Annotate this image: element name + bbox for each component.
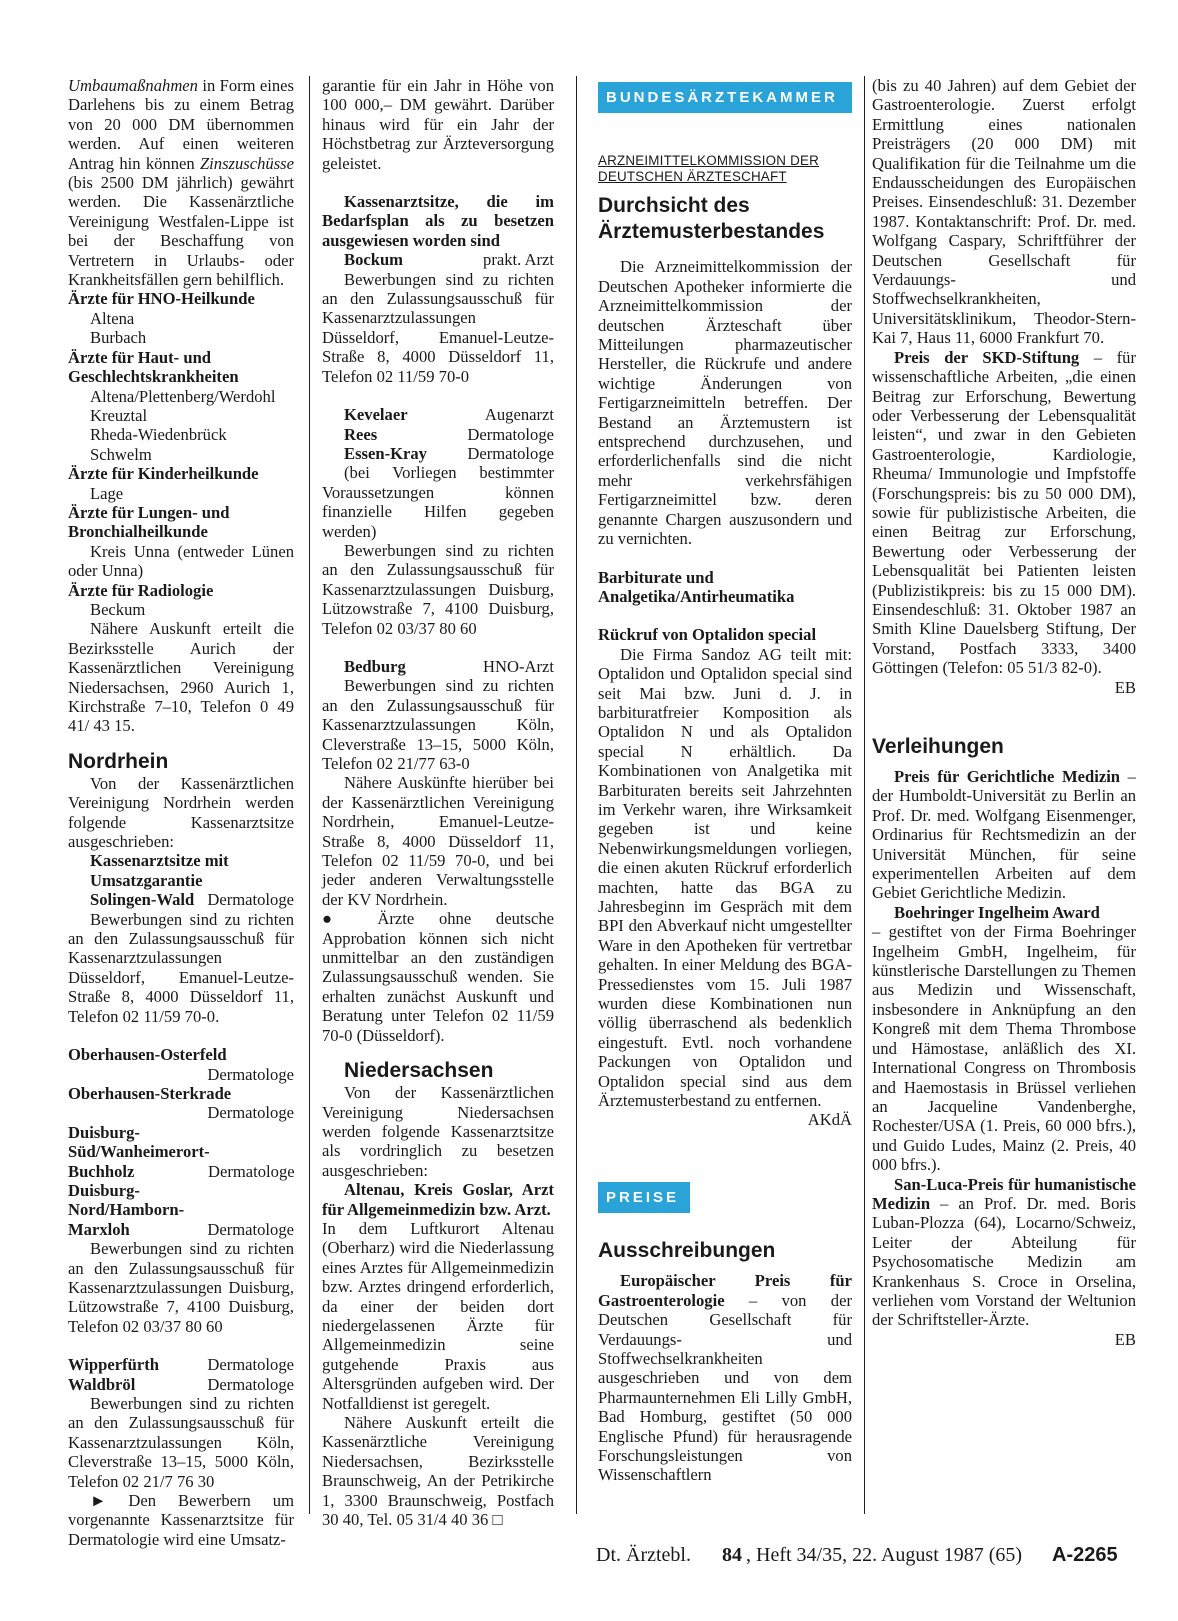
volume-number: 84	[722, 1544, 742, 1566]
body-text: ► Den Bewerbern um vorgenannte Kassenarztsitze für Dermatologie wird eine Umsatz-	[68, 1491, 294, 1549]
place-item: Rheda-Wiedenbrück	[90, 425, 227, 445]
signature: AKdÄ	[807, 1110, 852, 1130]
body-text: – gestiftet von der Firma Boehringer Ingelheim GmbH, Ingelheim, für künstlerische Darstellungen zu Themen aus Medizin und Wissenschaft, insbesondere in Anknüpfung an den Kongreß mit dem Thema Thrombose und Hämostase, anläßlich des XI. International Congress on Thrombosis and Haemostasis in Brüssel verliehen an Jacqueline Vandenberghe, Rochester/USA (1. Preis, 60 000 bfrs.), und Guido Ludes, Mainz (2. Preis, 40 000 bfrs.).	[872, 922, 1136, 1175]
specialty: Dermatologe	[207, 1374, 294, 1394]
italic-term: Zinszuschüsse	[199, 153, 294, 173]
column-3	[598, 76, 852, 1485]
place-name: Kevelaer	[344, 405, 408, 425]
section-heading: Verleihungen	[872, 735, 1004, 758]
subheading: Altenau, Kreis Goslar, Arzt für Allgemeinmedizin bzw. Arzt.	[322, 1180, 554, 1219]
place-name: Bedburg	[344, 656, 406, 676]
body-text: Nähere Auskunft erteilt die Bezirksstelle Aurich der Kassenärztlichen Vereinigung Niedersachsen, 2960 Aurich 1, Kirchstraße 7–10, Telefon 0 49 41/ 43 15.	[68, 619, 294, 736]
listing-row	[322, 405, 554, 424]
place-item: Schwelm	[90, 444, 152, 464]
body-text: (bei Vorliegen bestimmter Voraussetzungen können finanzielle Hilfen gegeben werden)	[322, 463, 554, 541]
place-name: Solingen-Wald	[90, 890, 195, 910]
prize-name: Europäischer Preis für Gastroenterologie	[598, 1271, 852, 1310]
subheading: Barbiturate und Analgetika/Antirheumatika	[598, 567, 795, 606]
body-text: Die Firma Sandoz AG teilt mit: Optalidon und Optalidon special sind seit Mai bzw. Juni d. J. in barbituratfreier Komposition als Optalidon N und als Optalidon special N erhältlich. Da Kombinationen von Analgetika mit Barbituraten bereits seit Jahrzehnten im Verkehr waren, ihre Wirksamkeit gegeben ist und keine Nebenwirkungsmeldungen vorliegen, die einen akuten Rückruf erforderlich machten, hatte das BGA zu Jahresbeginn im Gespräch mit dem BPI den Abverkauf nicht umgestellter Ware in den Apotheken für vertretbar gehalten. In einer Meldung des BGA-Pressedienstes vom 15. Juli 1987 wurden diese Kombinationen nun völlig überraschend als bedenklich eingestuft. Evtl. noch vorhandene Packungen von Optalidon und Optalidon special sind aus dem Ärztemusterbestand zu entfernen.	[598, 644, 852, 1111]
section-heading: Niedersachsen	[344, 1059, 494, 1083]
place-name: Wipperfürth	[68, 1355, 159, 1375]
column-rule	[864, 76, 865, 1514]
body-text: Bewerbungen sind zu richten an den Zulassungsausschuß für Kassenarztzulassungen Köln, Cleverstraße 13–15, 5000 Köln, Telefon 02 21/77 63-0	[322, 676, 554, 773]
body-text: Von der Kassenärztlichen Vereinigung Niedersachsen werden folgende Kassenarztsitze als vordringlich zu besetzen ausgeschrieben:	[322, 1083, 554, 1180]
specialty: Dermatologe	[207, 1219, 294, 1239]
place-name: Waldbröl	[68, 1374, 136, 1394]
specialty: Dermatologe	[207, 1064, 294, 1084]
lead-paragraph	[68, 76, 294, 289]
body-text: in Form eines Darlehens bis zu einem Betrag von 20 000 DM übernommen werden. Auf einen weiteren Antrag hin können	[68, 76, 294, 173]
specialty: HNO-Arzt	[483, 656, 554, 676]
place-item: Altena/Plettenberg/Werdohl	[90, 386, 276, 406]
body-text: Die Arzneimittelkommission der Deutschen Apotheker informierte die Arzneimittelkommission der deutschen Ärzteschaft über Mitteilungen pharmazeutischer Hersteller, die Rückrufe und andere wichtige Änderungen von Fertigarzneimitteln betreffen. Der Bestand an Ärztemustern ist entsprechend durchzusehen, und erforderlichenfalls sind die nicht mehr verkehrsfähigen Fertigarzneimittel bzw. deren genannte Chargen auszusondern und zu vernichten.	[598, 257, 852, 549]
place-name: Duisburg-Nord/Hamborn-Marxloh	[68, 1180, 185, 1239]
listing-row	[322, 250, 554, 269]
prize-name: San-Luca-Preis für humanistische Medizin	[872, 1174, 1136, 1213]
prize-name: Preis der SKD-Stiftung	[894, 347, 1080, 367]
body-text: Bewerbungen sind zu richten an den Zulassungsausschuß für Kassenarztzulassungen Duisburg, Lützowstraße 7, 4100 Duisburg, Telefon 02 03/37 80 60	[68, 1239, 294, 1336]
body-text: – an Prof. Dr. med. Boris Luban-Plozza (64), Locarno/Schweiz, Leiter der Abteilung für Psychosomatische Medizin am Krankenhaus S. Croce in Orselina, verliehen vom Vorstand der Weltunion der Schriftsteller-Ärzte.	[872, 1193, 1136, 1330]
section-heading: Ausschreibungen	[598, 1239, 776, 1263]
specialty: Dermatologe	[207, 890, 294, 910]
listing-row	[68, 1181, 294, 1239]
subheading: Ärzte für Haut- und Geschlechtskrankheiten	[68, 347, 239, 387]
body-text	[598, 1271, 852, 1484]
page-number: A-2265	[1052, 1544, 1118, 1566]
column-rule	[309, 76, 310, 1514]
subheading: Ärzte für Kinderheilkunde	[68, 464, 259, 484]
prize-name: Boehringer Ingelheim Award	[894, 902, 1100, 922]
column-2	[322, 76, 554, 1529]
place-item: Lage	[90, 483, 124, 503]
subheading: Ärzte für HNO-Heilkunde	[68, 289, 255, 309]
body-text: garantie für ein Jahr in Höhe von 100 000,– DM gewährt. Darüber hinaus wird für ein Jahr der Höchstbetrag zur Ärzteversorgung geleistet.	[322, 76, 554, 173]
subheading: Rückruf von Optalidon special	[598, 625, 817, 645]
place-item: Kreuztal	[90, 405, 148, 425]
body-text: Von der Kassenärztlichen Vereinigung Nordrhein werden folgende Kassenarztsitze ausgeschrieben:	[68, 773, 294, 852]
article-headline: Durchsicht des Ärztemusterbestandes	[598, 194, 825, 244]
body-text: (bis zu 40 Jahren) auf dem Gebiet der Gastroenterologie. Zuerst erfolgt Ermittlung eines nationalen Preisträgers (20 000 DM) mit Qualifikation für die Teilnahme um die Endausscheidungen des Europäischen Preises. Einsendeschluß: 31. Dezember 1987. Kontaktanschrift: Prof. Dr. med. Wolfgang Caspary, Schriftführer der Deutschen Gesellschaft für Verdauungs- und Stoffwechselkrankheiten, Universitätsklinikum, Theodor-Stern-Kai 7, Haus 11, 6000 Frankfurt 70.	[872, 76, 1136, 348]
place-item: Altena	[90, 308, 135, 328]
body-text: In dem Luftkurort Altenau (Oberharz) wird die Niederlassung eines Arztes für Allgemeinmedizin bzw. Arztes dringend erforderlich, da einer der beiden dort niedergelassenen Ärzte für Allgemeinmedizin seine gutgehende Praxis aus Altersgründen aufgeben wird. Der Notfalldienst ist geregelt.	[322, 1218, 554, 1413]
listing-row	[68, 890, 294, 909]
specialty: prakt. Arzt	[483, 250, 554, 270]
specialty: Augenarzt	[484, 405, 554, 425]
subheading: Ärzte für Radiologie	[68, 580, 214, 600]
body-text	[872, 767, 1136, 903]
prize-name: Preis für Gerichtliche Medizin	[894, 767, 1121, 786]
section-heading: Nordrhein	[68, 749, 169, 773]
place-name: Essen-Kray	[344, 443, 427, 463]
issue-info: , Heft 34/35, 22. August 1987 (65)	[746, 1544, 1023, 1566]
listing-row	[322, 657, 554, 676]
section-band-preise: PREISE	[598, 1182, 690, 1213]
body-text: Bewerbungen sind zu richten an den Zulassungsausschuß für Kassenarztzulassungen Düsseldorf, Emanuel-Leutze-Straße 8, 4000 Düsseldorf 11, Telefon 02 11/59 70-0.	[68, 909, 294, 1026]
body-text: – der Humboldt-Universität zu Berlin an Prof. Dr. med. Wolfgang Eisenmenger, Ordinarius für Rechtsmedizin an der Universität München, für seine experimentellen Arbeiten auf dem Gebiet Gerichtliche Medizin.	[872, 767, 1136, 903]
kicker: ARZNEIMITTELKOMMISSION DER DEUTSCHEN ÄRZTESCHAFT	[598, 153, 819, 185]
listing-row	[68, 1355, 294, 1374]
subheading: Kassenarztsitze, die im Bedarfsplan als zu besetzen ausgewiesen worden sind	[322, 192, 554, 250]
specialty: Dermatologe	[467, 424, 554, 444]
journal-name: Dt. Ärztebl.	[596, 1544, 691, 1566]
body-text	[872, 1175, 1136, 1330]
body-text	[872, 348, 1136, 678]
listing-row	[68, 1123, 294, 1181]
subheading: Ärzte für Lungen- und Bronchialheilkunde	[68, 502, 230, 542]
place-item: Beckum	[90, 599, 146, 619]
place-item: Burbach	[90, 328, 147, 348]
listing-row	[322, 444, 554, 463]
body-text: Nähere Auskünfte hierüber bei der Kassenärztlichen Vereinigung Nordrhein, Emanuel-Leutze-Straße 8, 4000 Düsseldorf 11, Telefon 02 11/59 70-0, und bei jeder anderen Verwaltungsstelle der KV Nordrhein.	[322, 773, 554, 909]
body-text: Bewerbungen sind zu richten an den Zulassungsausschuß für Kassenarztzulassungen Düsseldorf, Emanuel-Leutze-Straße 8, 4000 Düsseldorf 11, Telefon 02 11/59 70-0	[322, 269, 554, 386]
place-name: Duisburg-Süd/Wanheimerort-Buchholz	[68, 1122, 210, 1181]
place-name: Oberhausen-Osterfeld	[68, 1045, 227, 1065]
listing-row	[68, 1375, 294, 1394]
column-1	[68, 76, 294, 1549]
body-text: – von der Deutschen Gesellschaft für Verdauungs- und Stoffwechselkrankheiten ausgeschrieben und von dem Pharmaunternehmen Eli Lilly GmbH, Bad Homburg, gestiftet (50 000 Englische Pfund) für herausragende Forschungsleistungen von Wissenschaftlern	[598, 1290, 852, 1485]
place-name: Bockum	[344, 250, 404, 270]
specialty: Dermatologe	[208, 1161, 295, 1181]
italic-term: Umbaumaßnahmen	[68, 76, 198, 95]
signature: EB	[1114, 1329, 1136, 1349]
specialty: Dermatologe	[467, 443, 554, 463]
specialty: Dermatologe	[207, 1103, 294, 1123]
listing-row	[322, 425, 554, 444]
place-name: Rees	[344, 424, 378, 444]
body-text: – für wissenschaftliche Arbeiten, „die einen Beitrag zur Erforschung, Bewertung oder Verbesserung der Lebensqualität leisten“, und zwar in den Gebieten Gastroenterologie, Kardiologie, Rheuma/ Immunologie und Impfstoffe (Forschungspreis: bis zu 50 000 DM), sowie für publizistische Arbeiten, die einen Beitrag zur Erforschung, Bewertung oder Verbesserung der Lebensqualität bei Patienten leisten (Publizistikpreis: bis zu 15 000 DM). Einsendeschluß: 31. Oktober 1987 an Smith Kline Dauelsberg Stiftung, Der Vorstand, Postfach 3333, 3400 Göttingen (Telefon: 05 51/3 82-0).	[872, 347, 1136, 678]
subheading: Kassenarztsitze mit Umsatzgarantie	[90, 851, 229, 890]
body-text: Nähere Auskunft erteilt die Kassenärztliche Vereinigung Niedersachsen, Bezirksstelle Braunschweig, An der Petrikirche 1, 3300 Braunschweig, Postfach 30 40, Tel. 05 31/4 40 36 □	[322, 1413, 554, 1530]
body-text: ● Ärzte ohne deutsche Approbation können sich nicht unmittelbar an den zuständigen Zulassungsausschuß wenden. Sie erhalten zunächst Auskunft und Beratung unter Telefon 02 11/59 70-0 (Düsseldorf).	[322, 909, 554, 1045]
column-4	[872, 76, 1136, 1349]
column-rule	[576, 76, 577, 1514]
place-name: Oberhausen-Sterkrade	[68, 1083, 232, 1103]
section-band-bundesaerztekammer: BUNDESÄRZTEKAMMER	[598, 82, 852, 113]
body-text: Kreis Unna (entweder Lünen oder Unna)	[68, 541, 294, 581]
body-text: Bewerbungen sind zu richten an den Zulassungsausschuß für Kassenarztzulassungen Köln, Cleverstraße 13–15, 5000 Köln, Telefon 02 21/7 76 30	[68, 1394, 294, 1491]
body-text: Bewerbungen sind zu richten an den Zulassungsausschuß für Kassenarztzulassungen Duisburg, Lützowstraße 7, 4100 Duisburg, Telefon 02 03/37 80 60	[322, 540, 554, 638]
body-text: (bis 2500 DM jährlich) gewährt werden. Die Kassenärztliche Vereinigung Westfalen-Lippe ist bei der Beschaffung von Vertretern in Urlaubs- oder Krankheitsfällen gern behilflich.	[68, 173, 294, 290]
signature: EB	[1114, 677, 1136, 697]
specialty: Dermatologe	[207, 1355, 294, 1375]
